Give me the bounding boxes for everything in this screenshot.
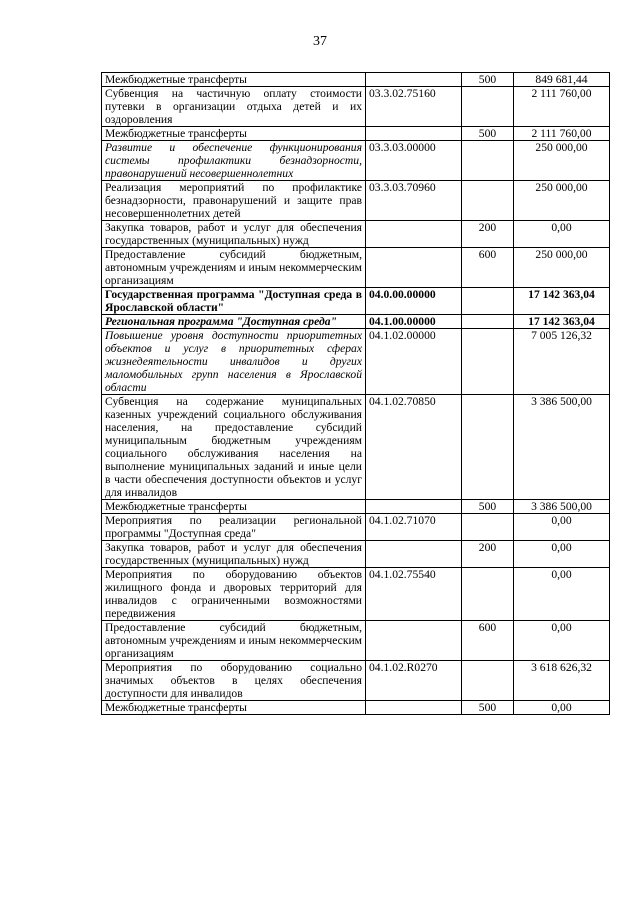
page-number: 37 <box>313 34 327 49</box>
row-name-cell: Мероприятия по оборудованию объектов жилищного фонда и дворовых территорий для инвалидов с ограниченными возможностями передвижения <box>102 568 366 621</box>
row-type-cell: 600 <box>462 248 514 288</box>
row-name-cell: Реализация мероприятий по профилактике безнадзорности, правонарушений и защите прав несовершеннолетних детей <box>102 181 366 221</box>
row-sum-cell: 0,00 <box>514 568 610 621</box>
row-name-cell: Субвенция на частичную оплату стоимости путевки в организации отдыха детей и их оздоровления <box>102 87 366 127</box>
row-code-cell: 03.3.03.00000 <box>366 141 462 181</box>
table-row <box>102 701 610 715</box>
row-sum-cell: 2 111 760,00 <box>514 87 610 127</box>
row-name-cell: Закупка товаров, работ и услуг для обеспечения государственных (муниципальных) нужд <box>102 221 366 248</box>
table-row <box>102 514 610 541</box>
row-type-cell <box>462 395 514 500</box>
row-sum-cell: 17 142 363,04 <box>514 288 610 315</box>
row-type-cell <box>462 315 514 329</box>
row-sum-cell: 250 000,00 <box>514 181 610 221</box>
row-type-cell <box>462 87 514 127</box>
row-type-cell <box>462 141 514 181</box>
row-sum-cell: 0,00 <box>514 514 610 541</box>
row-name-cell: Региональная программа "Доступная среда" <box>102 315 366 329</box>
row-sum-cell: 0,00 <box>514 221 610 248</box>
row-type-cell: 500 <box>462 127 514 141</box>
table-row <box>102 288 610 315</box>
row-code-cell <box>366 541 462 568</box>
row-code-cell <box>366 73 462 87</box>
row-code-cell: 04.1.02.R0270 <box>366 661 462 701</box>
table-row <box>102 127 610 141</box>
row-type-cell <box>462 568 514 621</box>
row-sum-cell: 0,00 <box>514 541 610 568</box>
row-name-cell: Повышение уровня доступности приоритетных объектов и услуг в приоритетных сферах жизнедеятельности инвалидов и других маломобильных групп населения в Ярославской области <box>102 329 366 395</box>
row-code-cell <box>366 221 462 248</box>
row-type-cell: 600 <box>462 621 514 661</box>
row-type-cell: 500 <box>462 73 514 87</box>
row-name-cell: Мероприятия по реализации региональной программы "Доступная среда" <box>102 514 366 541</box>
row-name-cell: Предоставление субсидий бюджетным, автономным учреждениям и иным некоммерческим организациям <box>102 248 366 288</box>
row-type-cell: 500 <box>462 500 514 514</box>
table-row <box>102 500 610 514</box>
row-code-cell: 04.1.02.00000 <box>366 329 462 395</box>
row-name-cell: Закупка товаров, работ и услуг для обеспечения государственных (муниципальных) нужд <box>102 541 366 568</box>
row-sum-cell: 17 142 363,04 <box>514 315 610 329</box>
row-code-cell: 04.0.00.00000 <box>366 288 462 315</box>
row-code-cell: 04.1.02.70850 <box>366 395 462 500</box>
row-sum-cell: 3 386 500,00 <box>514 500 610 514</box>
row-sum-cell: 3 618 626,32 <box>514 661 610 701</box>
row-code-cell: 03.3.02.75160 <box>366 87 462 127</box>
row-name-cell: Межбюджетные трансферты <box>102 73 366 87</box>
row-type-cell <box>462 514 514 541</box>
row-sum-cell: 0,00 <box>514 701 610 715</box>
table-row <box>102 87 610 127</box>
row-sum-cell: 849 681,44 <box>514 73 610 87</box>
row-type-cell: 200 <box>462 541 514 568</box>
row-name-cell: Развитие и обеспечение функционирования системы профилактики безнадзорности, правонарушений несовершеннолетних <box>102 141 366 181</box>
row-code-cell <box>366 248 462 288</box>
table-row <box>102 541 610 568</box>
budget-table <box>101 72 610 715</box>
row-sum-cell: 3 386 500,00 <box>514 395 610 500</box>
row-sum-cell: 250 000,00 <box>514 141 610 181</box>
row-name-cell: Мероприятия по оборудованию социально значимых объектов в целях обеспечения доступности для инвалидов <box>102 661 366 701</box>
row-code-cell <box>366 621 462 661</box>
table-row <box>102 141 610 181</box>
row-sum-cell: 250 000,00 <box>514 248 610 288</box>
row-code-cell <box>366 127 462 141</box>
row-type-cell: 200 <box>462 221 514 248</box>
budget-table-body <box>102 73 610 715</box>
table-row <box>102 329 610 395</box>
table-row <box>102 661 610 701</box>
row-code-cell: 04.1.00.00000 <box>366 315 462 329</box>
row-code-cell: 04.1.02.71070 <box>366 514 462 541</box>
row-code-cell: 03.3.03.70960 <box>366 181 462 221</box>
table-row <box>102 395 610 500</box>
table-row <box>102 315 610 329</box>
row-sum-cell: 2 111 760,00 <box>514 127 610 141</box>
row-type-cell <box>462 181 514 221</box>
row-name-cell: Предоставление субсидий бюджетным, автономным учреждениям и иным некоммерческим организациям <box>102 621 366 661</box>
row-name-cell: Межбюджетные трансферты <box>102 500 366 514</box>
row-name-cell: Субвенция на содержание муниципальных казенных учреждений социального обслуживания населения, на предоставление субсидий муниципальным бюджетным учреждениям социального обслуживания населения на выполнение муниципальных заданий и иные цели в части обеспечения доступности объектов и услуг для инвалидов <box>102 395 366 500</box>
row-sum-cell: 7 005 126,32 <box>514 329 610 395</box>
row-sum-cell: 0,00 <box>514 621 610 661</box>
row-code-cell: 04.1.02.75540 <box>366 568 462 621</box>
table-row <box>102 621 610 661</box>
row-type-cell <box>462 661 514 701</box>
table-row <box>102 73 610 87</box>
table-row <box>102 568 610 621</box>
row-type-cell <box>462 329 514 395</box>
row-name-cell: Межбюджетные трансферты <box>102 701 366 715</box>
row-code-cell <box>366 701 462 715</box>
row-name-cell: Государственная программа "Доступная среда в Ярославской области" <box>102 288 366 315</box>
table-row <box>102 221 610 248</box>
table-row <box>102 248 610 288</box>
row-name-cell: Межбюджетные трансферты <box>102 127 366 141</box>
row-type-cell: 500 <box>462 701 514 715</box>
table-row <box>102 181 610 221</box>
row-code-cell <box>366 500 462 514</box>
row-type-cell <box>462 288 514 315</box>
